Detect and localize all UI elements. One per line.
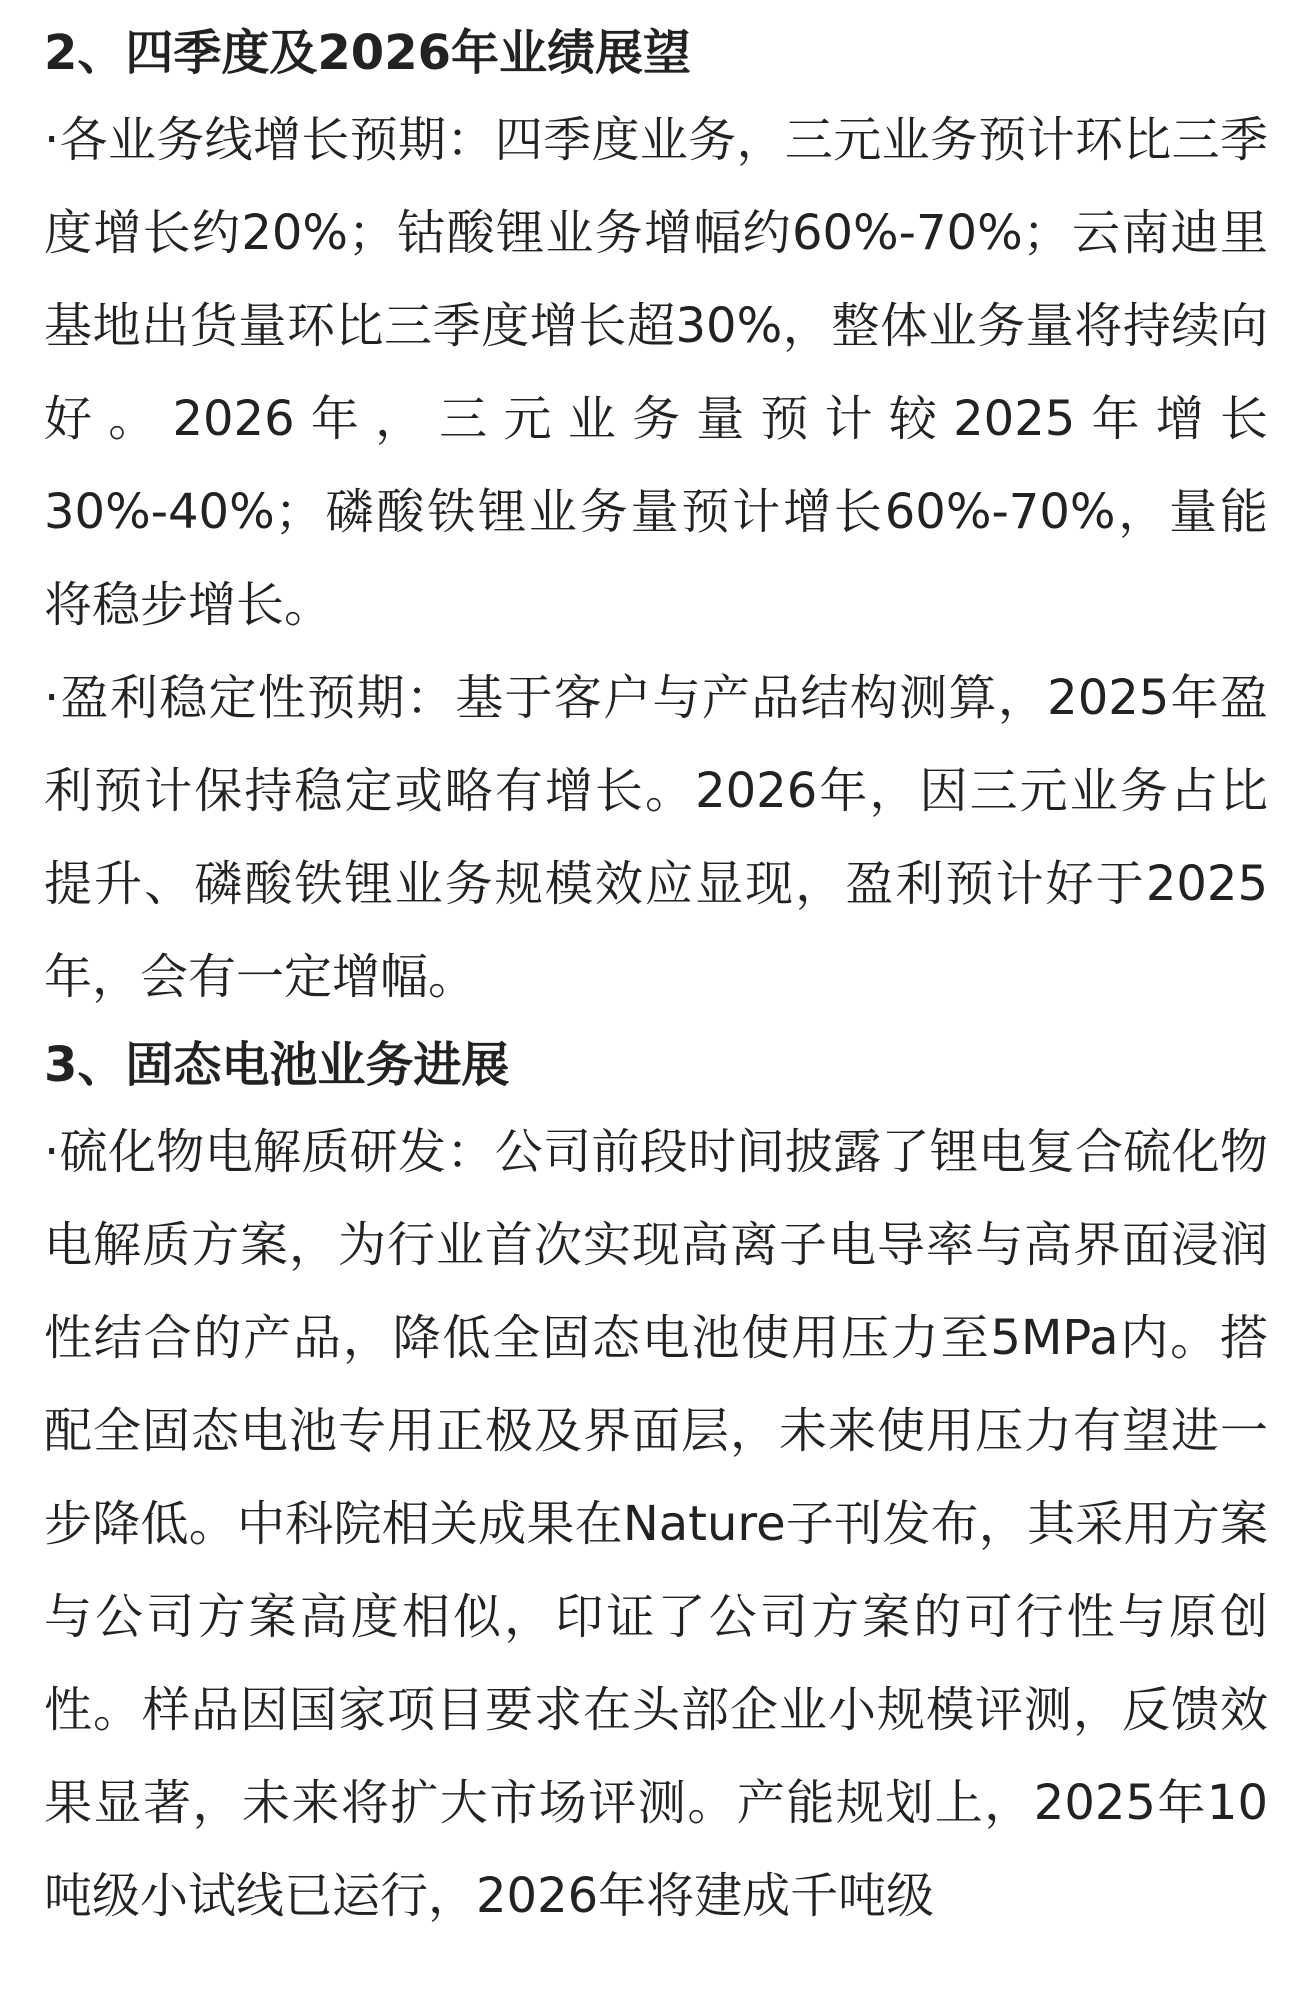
- paragraph-growth-expectation: ·各业务线增长预期：四季度业务，三元业务预计环比三季度增长约20%；钴酸锂业务增幅约60%-70%；云南迪里基地出货量环比三季度增长超30%，整体业务量将持续向好。2026年，三元业务量预计较2025年增长30%-40%；磷酸铁锂业务量预计增长60%-70%，量能将稳步增长。: [44, 112, 1268, 633]
- bottom-fade: [0, 1955, 1316, 1995]
- section-heading-solid-state: 3、固态电池业务进展: [44, 1037, 510, 1093]
- section-heading-outlook: 2、四季度及2026年业绩展望: [44, 25, 691, 81]
- article-body: [44, 12, 1268, 1943]
- paragraph-sulfide-electrolyte: ·硫化物电解质研发：公司前段时间披露了锂电复合硫化物电解质方案，为行业首次实现高离子电导率与高界面浸润性结合的产品，降低全固态电池使用压力至5MPa内。搭配全固态电池专用正极及界面层，未来使用压力有望进一步降低。中科院相关成果在Nature子刊发布，其采用方案与公司方案高度相似，印证了公司方案的可行性与原创性。样品因国家项目要求在头部企业小规模评测，反馈效果显著，未来将扩大市场评测。产能规划上，2025年10吨级小试线已运行，2026年将建成千吨级: [44, 1124, 1268, 1924]
- paragraph-profit-expectation: ·盈利稳定性预期：基于客户与产品结构测算，2025年盈利预计保持稳定或略有增长。2026年，因三元业务占比提升、磷酸铁锂业务规模效应显现，盈利预计好于2025年，会有一定增幅。: [44, 670, 1268, 1005]
